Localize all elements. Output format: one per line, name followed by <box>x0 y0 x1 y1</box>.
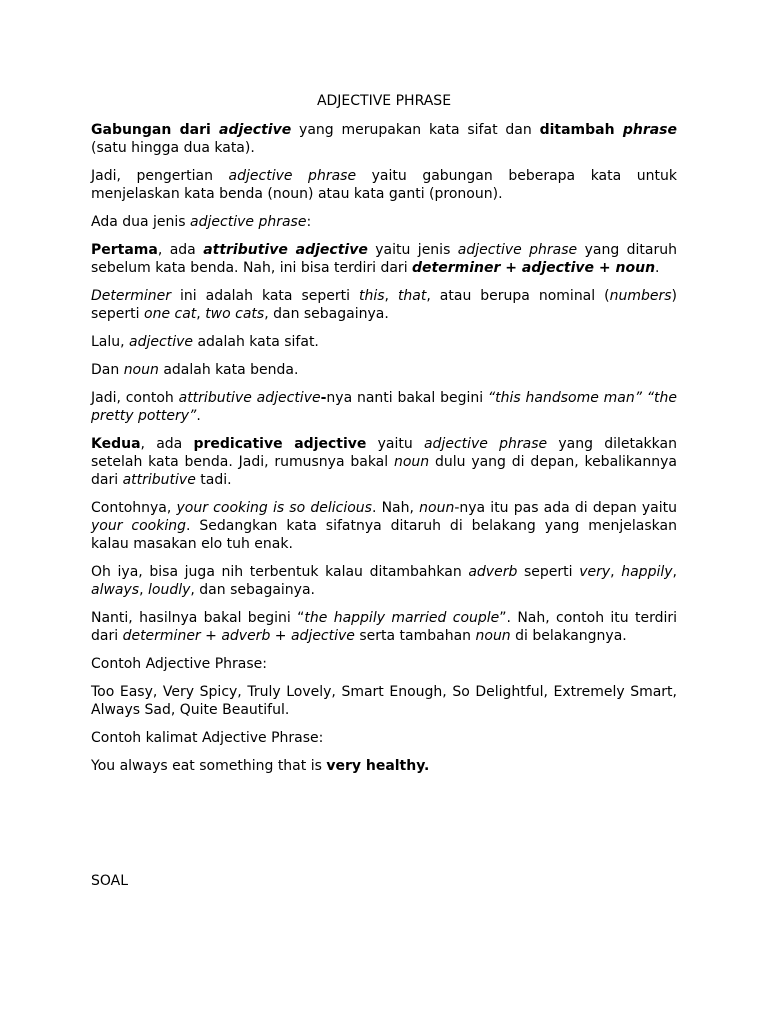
text-run: Determiner <box>91 288 172 304</box>
paragraph <box>91 499 677 553</box>
paragraph-list <box>91 121 677 775</box>
paragraph <box>91 213 677 231</box>
text-run: , <box>610 564 622 580</box>
text-run: yang diletakkan setelah kata benda. Jadi, rumusnya bakal <box>91 436 677 470</box>
text-run: adjective phrase <box>457 242 578 258</box>
text-run: attributive adjective <box>203 242 368 258</box>
text-run: predicative adjective <box>193 436 367 452</box>
text-run: yaitu gabungan beberapa kata untuk menjelaskan kata benda (noun) atau kata ganti (pronoun). <box>91 168 677 202</box>
text-run: attributive <box>122 472 196 488</box>
text-run: loudly <box>147 582 191 598</box>
text-run: this <box>358 288 385 304</box>
text-run: noun <box>393 454 430 470</box>
paragraph <box>91 757 677 775</box>
text-run: yaitu jenis <box>367 242 458 258</box>
paragraph <box>91 729 677 747</box>
text-run: yaitu <box>366 436 424 452</box>
text-run: , <box>384 288 398 304</box>
document-body <box>91 92 677 890</box>
text-run: adjective <box>219 122 292 138</box>
text-run: two cats <box>205 306 265 322</box>
text-run: , dan sebagainya. <box>264 306 389 322</box>
text-run: You always eat something that is <box>91 758 327 774</box>
text-run: , ada <box>157 242 204 258</box>
text-run: one cat <box>144 306 197 322</box>
text-run: phrase <box>622 122 677 138</box>
text-run: . Nah, <box>371 500 420 516</box>
text-run: ditambah <box>539 122 623 138</box>
text-run: that <box>397 288 427 304</box>
paragraph <box>91 287 677 323</box>
text-run: Jadi, pengertian <box>91 168 229 184</box>
text-run: , dan sebagainya. <box>190 582 315 598</box>
text-run: always <box>91 582 140 598</box>
text-run: adjective phrase <box>423 436 548 452</box>
text-run: happily <box>621 564 673 580</box>
text-run: (satu hingga dua kata). <box>91 140 255 156</box>
text-run: determiner + adjective + noun <box>412 260 656 276</box>
text-run: seperti <box>517 564 580 580</box>
text-run: Contohnya, <box>91 500 177 516</box>
text-run: adjective <box>129 334 193 350</box>
text-run: adjective phrase <box>190 214 307 230</box>
text-run: Lalu, <box>91 334 130 350</box>
text-run: , <box>672 564 677 580</box>
text-run: Kedua <box>91 436 141 452</box>
text-run: Oh iya, bisa juga nih terbentuk kalau ditambahkan <box>91 564 469 580</box>
text-run: adverb <box>468 564 518 580</box>
document-title: ADJECTIVE PHRASE <box>316 93 452 109</box>
paragraph <box>91 361 677 379</box>
paragraph <box>91 435 677 489</box>
text-run: very healthy. <box>326 758 430 774</box>
text-run: , <box>139 582 148 598</box>
paragraph <box>91 333 677 351</box>
text-run: nya nanti bakal begini <box>326 390 488 406</box>
text-run: Contoh kalimat Adjective Phrase: <box>91 730 324 746</box>
blank-space <box>91 785 677 872</box>
text-run: noun <box>123 362 159 378</box>
text-run: Contoh Adjective Phrase: <box>91 656 268 672</box>
text-run: yang ditaruh sebelum kata benda. Nah, ini bisa terdiri dari <box>91 242 677 276</box>
text-run: ”. Nah, contoh itu terdiri dari <box>91 610 678 644</box>
text-run: ) seperti <box>91 288 677 322</box>
text-run: adalah kata sifat. <box>193 334 319 350</box>
paragraph <box>91 241 677 277</box>
text-run: . <box>655 260 660 276</box>
text-run: Jadi, contoh <box>91 390 179 406</box>
text-run: - <box>320 390 327 406</box>
text-run: adalah kata benda. <box>158 362 299 378</box>
paragraph <box>91 683 677 719</box>
text-run: yang merupakan kata sifat dan <box>291 122 540 138</box>
text-run: “this handsome man” “the pretty pottery” <box>91 390 678 424</box>
text-run: numbers <box>609 288 672 304</box>
text-run: Dan <box>91 362 124 378</box>
text-run: your cooking is so delicious <box>176 500 372 516</box>
text-run: noun <box>419 500 455 516</box>
text-run: Nanti, hasilnya bakal begini “ <box>91 610 305 626</box>
text-run: di belakangnya. <box>510 628 627 644</box>
text-run: ini adalah kata seperti <box>171 288 359 304</box>
text-run: attributive adjective <box>178 390 321 406</box>
paragraph <box>91 167 677 203</box>
paragraph <box>91 389 677 425</box>
text-run: the happily married couple <box>304 610 500 626</box>
text-run: serta tambahan <box>354 628 476 644</box>
text-run: , <box>196 306 206 322</box>
text-run: tadi. <box>195 472 232 488</box>
text-run: . <box>196 408 201 424</box>
text-run: Gabungan dari <box>91 122 220 138</box>
text-run: Pertama <box>91 242 158 258</box>
section-heading-soal: SOAL <box>91 873 129 889</box>
text-run: Too Easy, Very Spicy, Truly Lovely, Smart Enough, So Delightful, Extremely Smart, Always Sad, Quite Beautiful. <box>91 684 677 718</box>
text-run: , ada <box>140 436 194 452</box>
text-run: , atau berupa nominal ( <box>426 288 610 304</box>
text-run: : <box>306 214 312 230</box>
paragraph <box>91 121 677 157</box>
text-run: your cooking <box>91 518 186 534</box>
text-run: . Sedangkan kata sifatnya ditaruh di belakang yang menjelaskan kalau masakan elo tuh enak. <box>91 518 677 552</box>
text-run: noun <box>475 628 511 644</box>
paragraph <box>91 609 677 645</box>
text-run: -nya itu pas ada di depan yaitu <box>454 500 677 516</box>
text-run: Ada dua jenis <box>91 214 191 230</box>
paragraph <box>91 563 677 599</box>
text-run: determiner + adverb + adjective <box>122 628 355 644</box>
text-run: adjective phrase <box>228 168 357 184</box>
text-run: dulu yang di depan, kebalikannya dari <box>91 454 677 488</box>
paragraph <box>91 655 677 673</box>
text-run: very <box>579 564 611 580</box>
